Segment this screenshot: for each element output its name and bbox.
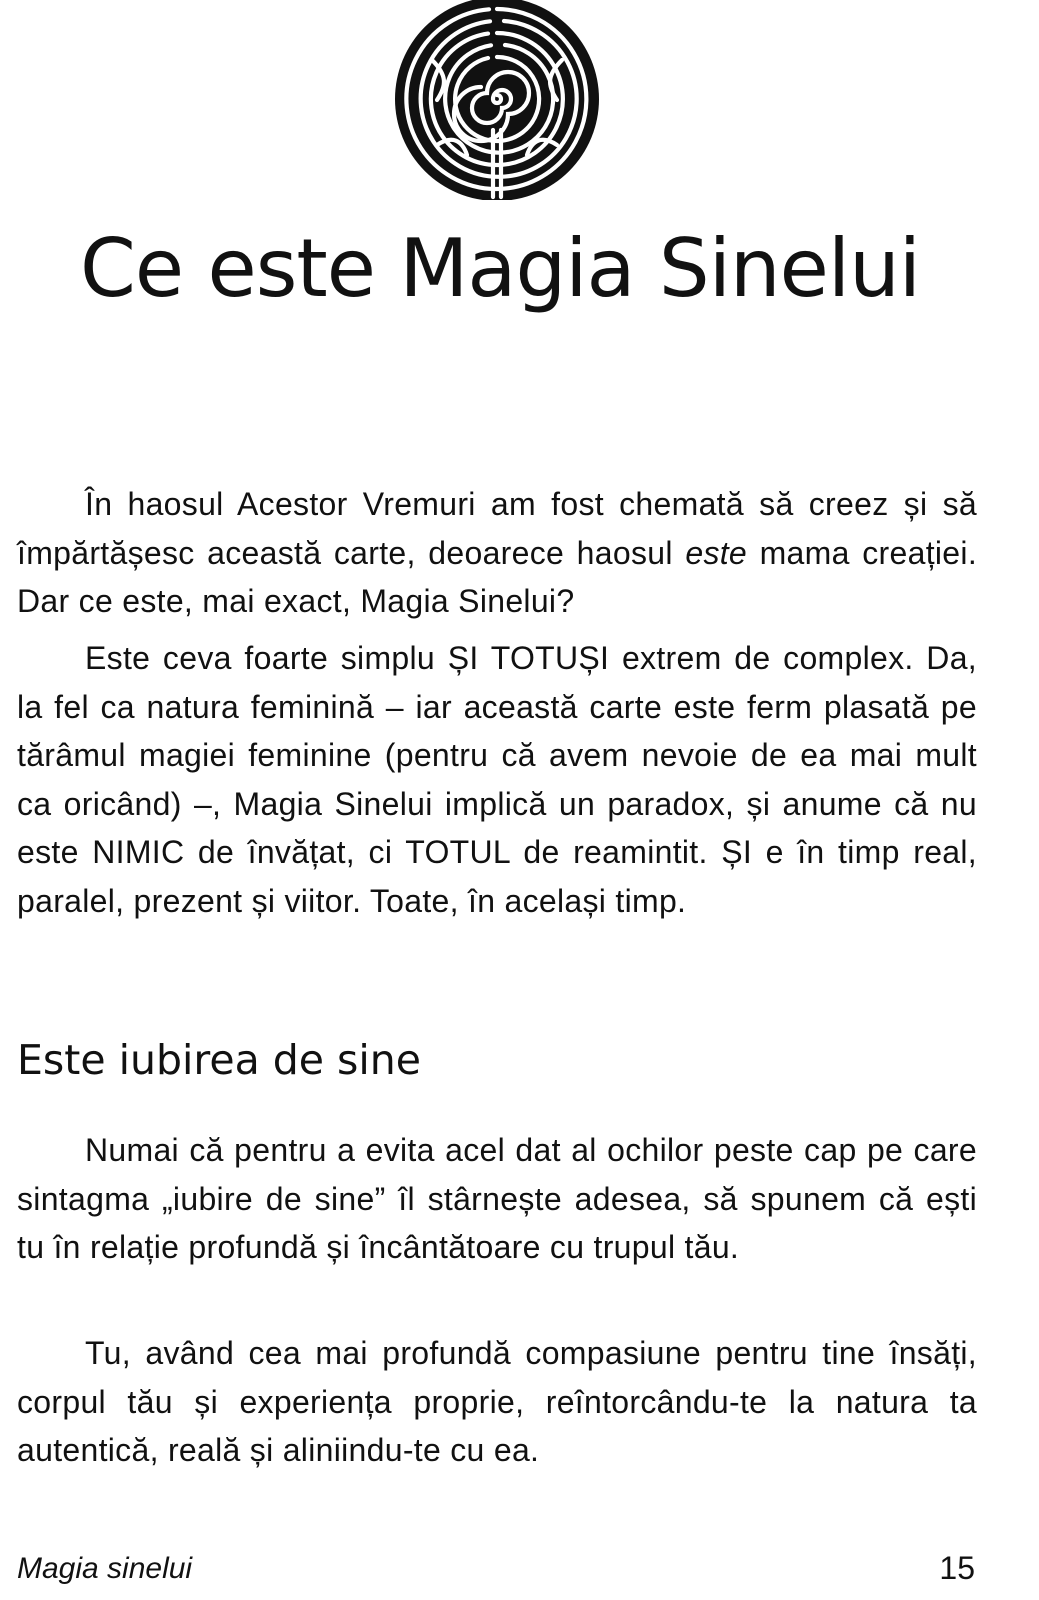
paragraph-definition: Este ceva foarte simplu ȘI TOTUȘI extrem de complex. Da, la fel ca natura feminină – iar această carte este ferm plasată pe tărâmul magiei feminine (pentru că avem nevoie de ea mai mult ca oricând) –, Magia Sinelui implică un paradox, și anume că nu este NIMIC de învățat, ci TOTUL de reamintit. ȘI e în timp real, paralel, prezent și viitor. Toate, în același timp. <box>17 640 977 919</box>
paragraph-self-love: Numai că pentru a evita acel dat al ochilor peste cap pe care sintagma „iubire de sine” îl stârnește adesea, să spunem că ești tu în relație profundă și încântătoare cu trupul tău. <box>17 1132 977 1265</box>
paragraph-intro <box>17 480 977 626</box>
paragraph-intro-part2: mama creației. Dar ce este, mai exact, Magia Sinelui? <box>17 534 978 619</box>
paragraph-intro-emphasis: este <box>685 534 748 571</box>
paragraph-compassion: Tu, având cea mai profundă compasiune pentru tine însăți, corpul tău și experiența proprie, reîntorcându-te la natura ta autentică, reală și aliniindu-te cu ea. <box>17 1335 977 1468</box>
labyrinth-icon <box>392 0 602 200</box>
section-heading: Este iubirea de sine <box>17 1036 421 1084</box>
page-number: 15 <box>939 1550 975 1586</box>
chapter-title: Ce este Magia Sinelui <box>79 222 920 315</box>
paragraph-intro-part1: În haosul Acestor Vremuri am fost chemată să creez și să împărtășesc această carte, deoarece haosul <box>17 486 977 571</box>
footer-book-title: Magia sinelui <box>17 1552 193 1585</box>
